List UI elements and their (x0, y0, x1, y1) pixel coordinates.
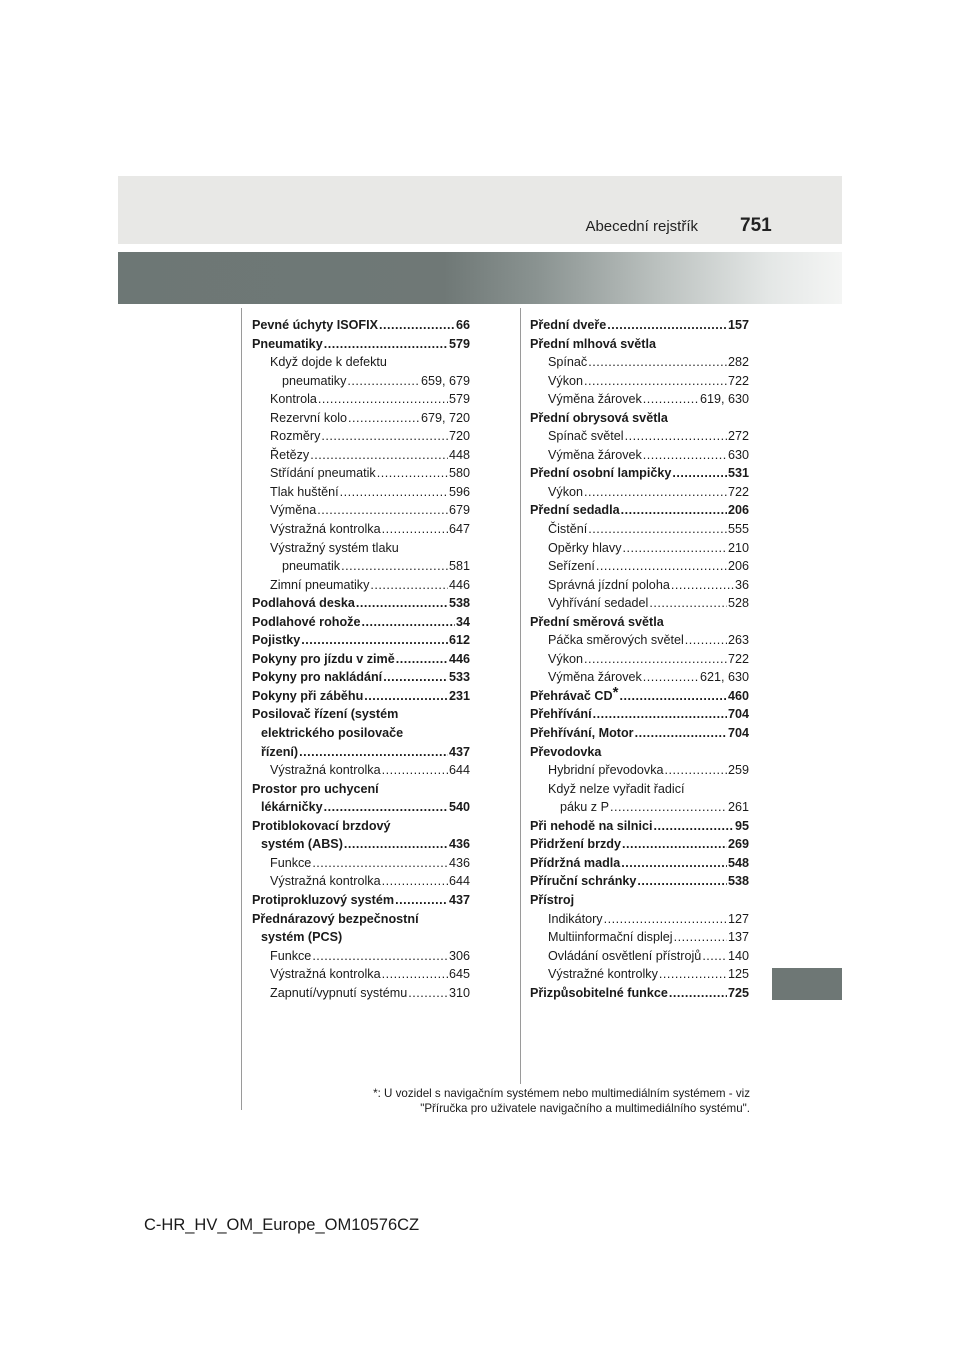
index-entry-page: 704 (727, 726, 749, 741)
index-entry-label: Výkon (548, 373, 584, 388)
index-entry (530, 668, 749, 687)
index-entry (252, 427, 470, 446)
index-entry (530, 372, 749, 391)
index-entry (252, 631, 470, 650)
dot-leader (377, 464, 448, 483)
index-entry-label: Výstražné kontrolky (548, 967, 658, 982)
index-entry-label: Spínač světel (548, 429, 624, 444)
index-heading: Přední směrová světla (530, 614, 664, 629)
dot-leader (324, 798, 448, 817)
index-heading: elektrického posilovače (261, 726, 404, 741)
index-entry (530, 910, 749, 929)
index-entry (252, 668, 470, 687)
index-entry (252, 464, 470, 483)
index-entry-label: Podlahové rohože (252, 614, 361, 629)
index-entry-page: 722 (727, 373, 749, 388)
index-entry (252, 984, 470, 1003)
index-entry-label: Kontrola (270, 392, 317, 407)
dot-leader (408, 984, 448, 1003)
index-entry (530, 631, 749, 650)
index-entry (252, 501, 470, 520)
dot-leader (301, 631, 448, 650)
index-entry-label: Ovládání osvětlení přístrojů (548, 948, 702, 963)
index-entry (252, 576, 470, 595)
index-entry (530, 872, 749, 891)
dot-leader (312, 854, 448, 873)
index-entry-label: Pokyny pro nakládání (252, 670, 383, 685)
index-entry-page: 125 (727, 967, 749, 982)
dot-leader (588, 353, 727, 372)
index-heading: Přední mlhová světla (530, 336, 656, 351)
index-entry-label: Výstražná kontrolka (270, 763, 381, 778)
index-entry-page: 644 (448, 874, 470, 889)
dot-leader (643, 390, 699, 409)
index-entry (252, 446, 470, 465)
index-entry (530, 446, 749, 465)
index-entry-page: 533 (448, 670, 470, 685)
index-entry (252, 557, 470, 576)
dot-leader (671, 576, 734, 595)
dot-leader (674, 928, 727, 947)
index-entry-page: 137 (727, 930, 749, 945)
index-entry (530, 705, 749, 724)
index-entry-label: Čistění (548, 522, 588, 537)
dot-leader (610, 798, 727, 817)
footnote-line: *: U vozidel s navigačním systémem nebo multimediálním systémem - viz (373, 1087, 750, 1100)
index-entry (252, 835, 470, 854)
dot-leader (702, 947, 727, 966)
index-entry-page: 436 (448, 837, 470, 852)
index-entry-label: Tlak huštění (270, 484, 339, 499)
index-entry-label: páku z P (560, 800, 610, 815)
index-entry-page: 612 (448, 633, 470, 648)
index-entry-page: 647 (448, 522, 470, 537)
index-entry-page: 722 (727, 484, 749, 499)
index-entry-label: pneumatik (282, 559, 341, 574)
index-entry-page: 448 (448, 447, 470, 462)
index-entry-label: Podlahová deska (252, 596, 355, 611)
chapter-gradient-bar (118, 252, 842, 304)
index-entry-page: 310 (448, 985, 470, 1000)
index-entry (252, 316, 470, 335)
dot-leader (348, 409, 420, 428)
index-entry (530, 798, 749, 817)
index-entry-label: Indikátory (548, 911, 603, 926)
index-entry-page: 679 (448, 503, 470, 518)
index-entry-page: 538 (727, 874, 749, 889)
index-entry-page: 263 (727, 633, 749, 648)
index-entry-label: pneumatiky (282, 373, 347, 388)
index-entry (530, 576, 749, 595)
index-entry-label: Opěrky hlavy (548, 540, 622, 555)
index-entry-page: 460 (727, 688, 749, 703)
index-entry-page: 528 (727, 596, 749, 611)
dot-leader (637, 872, 727, 891)
index-entry-page: 259 (727, 763, 749, 778)
index-entry-label: Přední sedadla (530, 503, 620, 518)
index-entry-page: 659, 679 (420, 373, 470, 388)
index-entry (530, 390, 749, 409)
index-entry-page: 644 (448, 763, 470, 778)
index-entry-page: 580 (448, 466, 470, 481)
dot-leader (364, 687, 448, 706)
index-entry-label: Přední osobní lampičky (530, 466, 672, 481)
index-entry-label: Výstražná kontrolka (270, 967, 381, 982)
index-entry-page: 645 (448, 967, 470, 982)
index-entry-label: řízení) (261, 744, 299, 759)
index-entry (530, 594, 749, 613)
index-entry (530, 557, 749, 576)
index-entry (530, 984, 749, 1003)
dot-leader (341, 557, 448, 576)
dot-leader (649, 594, 727, 613)
index-entry-label: Spínač (548, 355, 588, 370)
index-entry (530, 835, 749, 854)
dot-leader (653, 817, 734, 836)
dot-leader (659, 965, 727, 984)
index-entry (252, 891, 470, 910)
index-entry (252, 520, 470, 539)
dot-leader (635, 724, 727, 743)
index-entry (252, 390, 470, 409)
index-heading: Když nelze vyřadit řadicí (548, 781, 685, 796)
index-entry (252, 947, 470, 966)
index-entry-page: 36 (734, 577, 749, 592)
index-entry (530, 427, 749, 446)
index-entry-label: Přizpůsobitelné funkce (530, 985, 668, 1000)
index-entry-label: Řetězy (270, 447, 310, 462)
index-entry (530, 483, 749, 502)
index-heading: Výstražný systém tlaku (270, 540, 399, 555)
dot-leader (672, 464, 727, 483)
dot-leader (643, 446, 727, 465)
dot-leader (382, 965, 448, 984)
index-entry-label: Výkon (548, 484, 584, 499)
index-heading: Přední obrysová světla (530, 410, 668, 425)
dot-leader (383, 668, 448, 687)
index-entry-page: 596 (448, 484, 470, 499)
index-entry-page: 140 (727, 948, 749, 963)
index-entry-page: 306 (448, 948, 470, 963)
dot-leader (312, 947, 448, 966)
index-entry-page: 272 (727, 429, 749, 444)
index-entry-page: 437 (448, 892, 470, 907)
index-entry (252, 687, 470, 706)
index-entry-label: Výkon (548, 651, 584, 666)
dot-leader (588, 520, 727, 539)
index-heading: Když dojde k defektu (270, 355, 387, 370)
index-entry (252, 613, 470, 632)
dot-leader (685, 631, 727, 650)
index-entry (252, 872, 470, 891)
index-entry (252, 798, 470, 817)
dot-leader (584, 650, 727, 669)
index-entry-label: Pojistky (252, 633, 301, 648)
index-entry-page: 581 (448, 559, 470, 574)
index-entry-page: 531 (727, 466, 749, 481)
index-entry-label: Páčka směrových světel (548, 633, 684, 648)
dot-leader (623, 539, 727, 558)
dot-leader (621, 854, 727, 873)
index-entry-label: Vyhřívání sedadel (548, 596, 649, 611)
footnote-marker: * (612, 683, 619, 701)
index-entry-page: 630 (727, 447, 749, 462)
header-band (118, 176, 842, 244)
index-entry-label: Přídržná madla (530, 855, 621, 870)
index-entry-label: Přehřívání (530, 707, 592, 722)
index-entry-page: 206 (727, 503, 749, 518)
dot-leader (321, 427, 448, 446)
index-entry-label: Multiinformační displej (548, 930, 673, 945)
index-heading: systém (PCS) (261, 930, 343, 945)
dot-leader (643, 668, 699, 687)
index-entry-page: 206 (727, 559, 749, 574)
index-entry (530, 724, 749, 743)
index-entry (530, 520, 749, 539)
index-entry (252, 335, 470, 354)
index-entry (252, 854, 470, 873)
left-column-rule (241, 308, 242, 1110)
chapter-thumb-tab (772, 968, 842, 1000)
index-entry-page: 579 (448, 336, 470, 351)
index-entry-label: Přehrávač CD* (530, 683, 619, 703)
index-entry (252, 743, 470, 762)
dot-leader (347, 372, 420, 391)
index-entry-label: Rozměry (270, 429, 321, 444)
index-entry-page: 95 (734, 818, 749, 833)
index-entry-page: 127 (727, 911, 749, 926)
index-entry-page: 34 (455, 614, 470, 629)
dot-leader (356, 594, 448, 613)
index-entry (252, 650, 470, 669)
index-entry-label: Výměna žárovek (548, 447, 642, 462)
index-entry (530, 928, 749, 947)
index-entry (530, 683, 749, 706)
index-entry-label: Střídání pneumatik (270, 466, 376, 481)
index-column-right (530, 316, 749, 1002)
index-heading: Posilovač řízení (systém (252, 707, 399, 722)
dot-leader (318, 390, 448, 409)
dot-leader (665, 761, 727, 780)
index-entry (530, 854, 749, 873)
index-entry-page: 722 (727, 651, 749, 666)
dot-leader (299, 743, 448, 762)
page-number: 751 (740, 215, 772, 236)
index-entry-page: 555 (727, 522, 749, 537)
document-code: C-HR_HV_OM_Europe_OM10576CZ (144, 1216, 420, 1234)
index-entry-page: 157 (727, 318, 749, 332)
index-entry-page: 679, 720 (420, 410, 470, 425)
index-entry-page: 446 (448, 577, 470, 592)
index-entry (530, 947, 749, 966)
index-entry-page: 436 (448, 855, 470, 870)
index-entry-page: 619, 630 (699, 392, 749, 407)
index-entry (530, 650, 749, 669)
dot-leader (607, 316, 727, 335)
index-entry-label: Přehřívání, Motor (530, 726, 634, 741)
index-entry-label: Protiprokluzový systém (252, 892, 395, 907)
dot-leader (604, 910, 727, 929)
index-entry (252, 409, 470, 428)
index-entry (252, 372, 470, 391)
dot-leader (622, 835, 727, 854)
dot-leader (593, 705, 727, 724)
index-entry-label: Funkce (270, 855, 312, 870)
footnote-line: "Příručka pro uživatele navigačního a multimediálního systému". (420, 1102, 750, 1115)
index-entry-label: Seřízení (548, 559, 595, 574)
dot-leader (396, 650, 448, 669)
dot-leader (370, 576, 448, 595)
index-column-left (252, 316, 470, 1002)
index-entry (252, 761, 470, 780)
index-entry (530, 965, 749, 984)
dot-leader (395, 891, 448, 910)
dot-leader (669, 984, 727, 1003)
index-entry (252, 965, 470, 984)
index-entry-label: Hybridní převodovka (548, 763, 664, 778)
index-entry-page: 269 (727, 837, 749, 852)
index-entry-label: Pevné úchyty ISOFIX (252, 318, 378, 332)
dot-leader (584, 372, 727, 391)
index-entry-label: Zimní pneumatiky (270, 577, 370, 592)
index-entry-page: 282 (727, 355, 749, 370)
dot-leader (621, 501, 727, 520)
dot-leader (382, 520, 448, 539)
index-entry (530, 761, 749, 780)
index-entry-page: 66 (455, 318, 470, 332)
index-entry-page: 538 (448, 596, 470, 611)
dot-leader (379, 316, 455, 335)
index-entry-label: Výměna žárovek (548, 670, 642, 685)
dot-leader (382, 761, 448, 780)
index-heading: Přednárazový bezpečnostní (252, 911, 419, 926)
index-entry (530, 539, 749, 558)
index-entry-label: lékárničky (261, 800, 323, 815)
dot-leader (596, 557, 727, 576)
index-entry (252, 594, 470, 613)
index-entry-label: Pokyny pro jízdu v zimě (252, 651, 395, 666)
index-entry-label: Rezervní kolo (270, 410, 347, 425)
index-entry-page: 210 (727, 540, 749, 555)
index-entry-page: 540 (448, 800, 470, 815)
dot-leader (317, 501, 448, 520)
index-heading: Prostor pro uchycení (252, 781, 379, 796)
index-entry-page: 621, 630 (699, 670, 749, 685)
index-entry-label: Zapnutí/vypnutí systému (270, 985, 408, 1000)
index-heading: Přístroj (530, 892, 575, 907)
dot-leader (324, 335, 448, 354)
index-entry-page: 720 (448, 429, 470, 444)
index-entry-page: 548 (727, 855, 749, 870)
index-entry-label: systém (ABS) (261, 837, 343, 852)
index-entry-page: 725 (727, 985, 749, 1000)
index-entry (530, 501, 749, 520)
dot-leader (344, 835, 448, 854)
index-entry-page: 579 (448, 392, 470, 407)
index-entry-label: Výměna žárovek (548, 392, 642, 407)
index-entry-label: Správná jízdní poloha (548, 577, 670, 592)
section-title: Abecední rejstřík (585, 218, 698, 235)
index-entry-label: Výměna (270, 503, 317, 518)
index-entry-page: 446 (448, 651, 470, 666)
footnote (373, 1086, 750, 1116)
index-entry-label: Při nehodě na silnici (530, 818, 653, 833)
dot-leader (340, 483, 448, 502)
index-entry (530, 353, 749, 372)
index-heading: Protiblokovací brzdový (252, 818, 391, 833)
index-entry-label: Funkce (270, 948, 312, 963)
index-entry-page: 231 (448, 688, 470, 703)
middle-column-rule (520, 308, 521, 1084)
index-entry (252, 483, 470, 502)
dot-leader (584, 483, 727, 502)
dot-leader (625, 427, 727, 446)
dot-leader (382, 872, 448, 891)
index-entry-page: 704 (727, 707, 749, 722)
index-entry-page: 261 (727, 800, 749, 815)
dot-leader (361, 613, 455, 632)
index-entry (530, 464, 749, 483)
index-entry-label: Výstražná kontrolka (270, 522, 381, 537)
index-entry-label: Výstražná kontrolka (270, 874, 381, 889)
index-entry (530, 316, 749, 335)
dot-leader (310, 446, 448, 465)
index-entry-label: Pokyny při záběhu (252, 688, 364, 703)
index-entry-label: Příruční schránky (530, 874, 637, 889)
index-entry (530, 817, 749, 836)
index-entry-label: Přidržení brzdy (530, 837, 621, 852)
dot-leader (619, 687, 727, 706)
index-heading: Převodovka (530, 744, 602, 759)
index-entry-label: Pneumatiky (252, 336, 323, 351)
index-entry-label: Přední dveře (530, 318, 607, 332)
index-entry-page: 437 (448, 744, 470, 759)
